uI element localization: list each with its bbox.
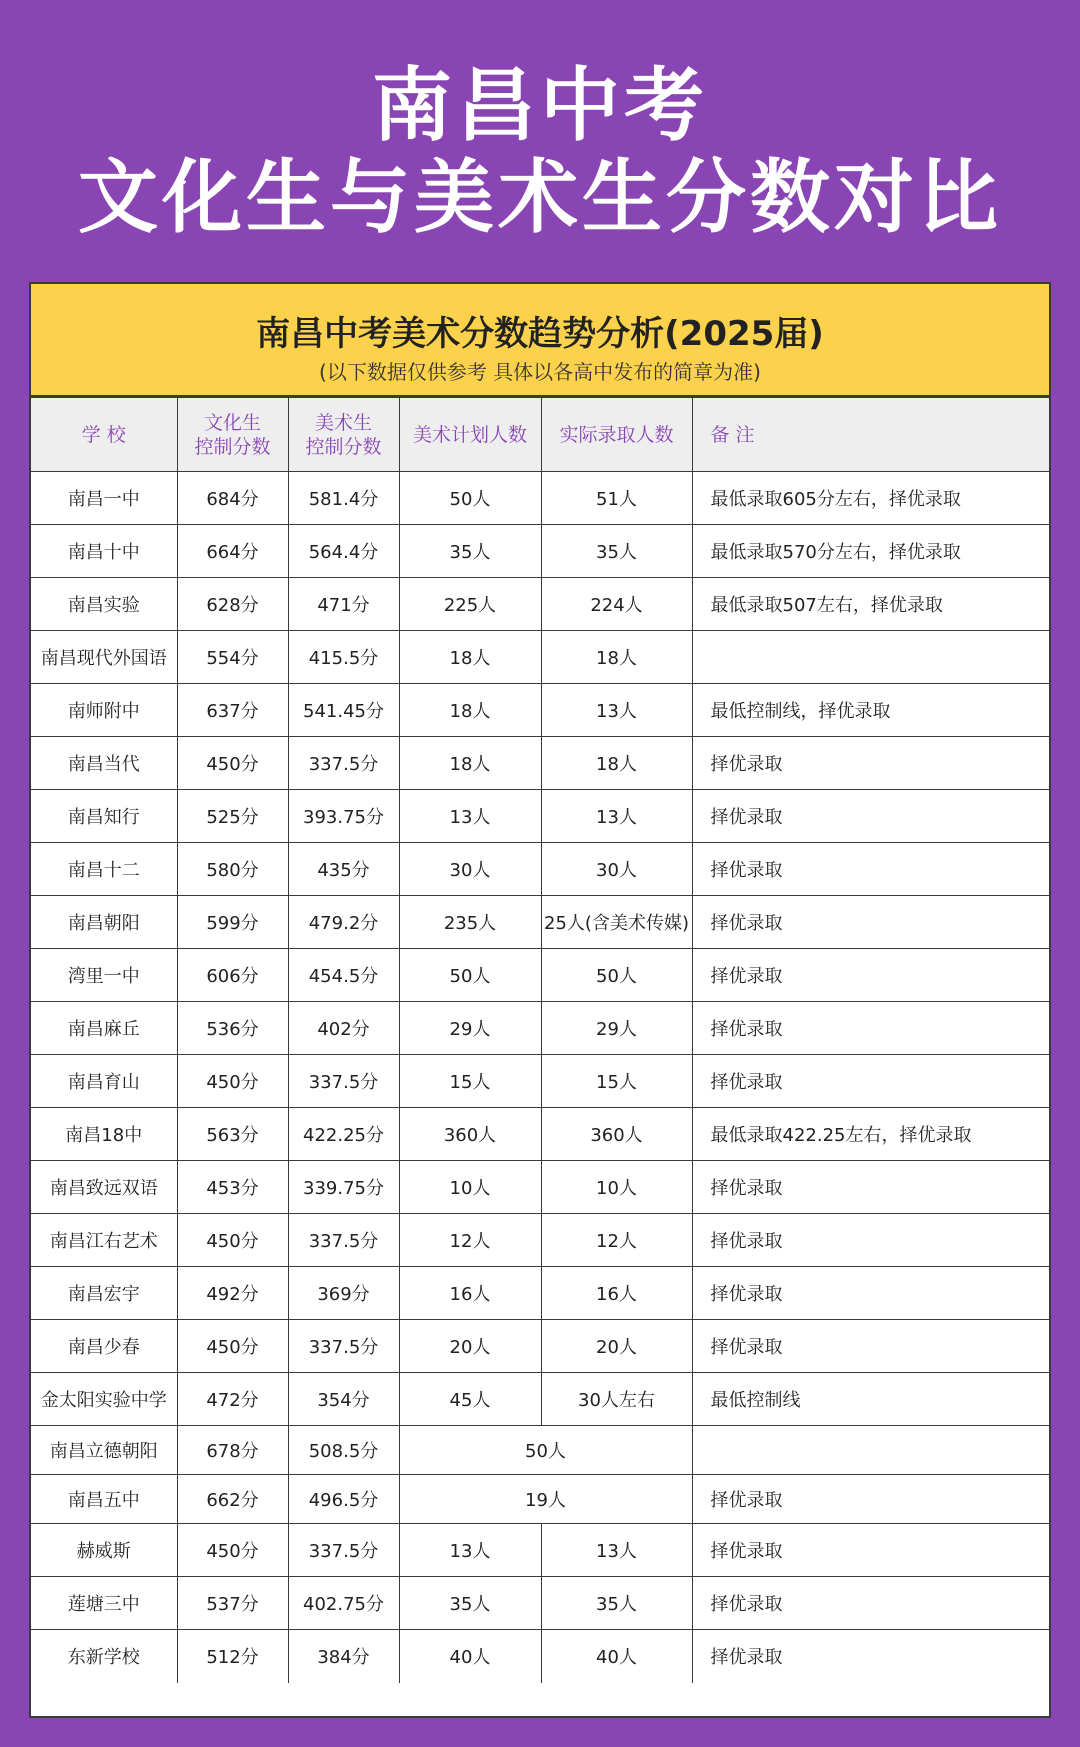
cell-actual-admitted: 30人 bbox=[541, 843, 692, 896]
cell-actual-admitted: 20人 bbox=[541, 1320, 692, 1373]
cell-culture-score: 450分 bbox=[177, 1214, 288, 1267]
cell-note: 最低录取605分左右，择优录取 bbox=[692, 472, 1049, 525]
cell-actual-admitted: 50人 bbox=[541, 949, 692, 1002]
table-row bbox=[31, 684, 1049, 737]
header-text: 备 注 bbox=[710, 423, 755, 446]
cell-note: 择优录取 bbox=[692, 1577, 1049, 1630]
cell-art-plan: 360人 bbox=[399, 1108, 541, 1161]
banner-title: 南昌中考美术分数趋势分析(2025届) bbox=[256, 314, 824, 354]
table-row bbox=[31, 1577, 1049, 1630]
cell-art-plan: 35人 bbox=[399, 1577, 541, 1630]
cell-actual-admitted: 35人 bbox=[541, 1577, 692, 1630]
cell-art-score: 415.5分 bbox=[288, 631, 399, 684]
cell-note: 最低控制线，择优录取 bbox=[692, 684, 1049, 737]
cell-art-plan: 10人 bbox=[399, 1161, 541, 1214]
table-row bbox=[31, 631, 1049, 684]
cell-merged-count: 19人 bbox=[399, 1475, 692, 1524]
header-text: 学 校 bbox=[81, 423, 126, 446]
cell-art-score: 422.25分 bbox=[288, 1108, 399, 1161]
header-text: 控制分数 bbox=[194, 435, 271, 458]
cell-actual-admitted: 224人 bbox=[541, 578, 692, 631]
cell-actual-admitted: 40人 bbox=[541, 1630, 692, 1683]
header-text: 美术计划人数 bbox=[412, 423, 527, 446]
table-row bbox=[31, 1320, 1049, 1373]
cell-note: 择优录取 bbox=[692, 896, 1049, 949]
cell-note: 择优录取 bbox=[692, 1475, 1049, 1524]
cell-school: 南昌江右艺术 bbox=[31, 1214, 177, 1267]
cell-culture-score: 599分 bbox=[177, 896, 288, 949]
table-row bbox=[31, 1630, 1049, 1683]
cell-school: 南昌五中 bbox=[31, 1475, 177, 1524]
cell-actual-admitted: 16人 bbox=[541, 1267, 692, 1320]
cell-school: 南昌十二 bbox=[31, 843, 177, 896]
cell-art-score: 337.5分 bbox=[288, 1214, 399, 1267]
cell-note: 择优录取 bbox=[692, 1524, 1049, 1577]
cell-school: 南师附中 bbox=[31, 684, 177, 737]
cell-note: 最低录取422.25左右，择优录取 bbox=[692, 1108, 1049, 1161]
cell-art-score: 393.75分 bbox=[288, 790, 399, 843]
table-header-row bbox=[31, 398, 1049, 472]
cell-note bbox=[692, 631, 1049, 684]
cell-art-score: 471分 bbox=[288, 578, 399, 631]
cell-culture-score: 684分 bbox=[177, 472, 288, 525]
table-row bbox=[31, 578, 1049, 631]
cell-art-score: 337.5分 bbox=[288, 1524, 399, 1577]
cell-art-plan: 15人 bbox=[399, 1055, 541, 1108]
cell-culture-score: 628分 bbox=[177, 578, 288, 631]
cell-note: 择优录取 bbox=[692, 1630, 1049, 1683]
cell-note: 择优录取 bbox=[692, 1214, 1049, 1267]
table-banner bbox=[31, 284, 1049, 397]
table-row bbox=[31, 1214, 1049, 1267]
cell-art-plan: 18人 bbox=[399, 684, 541, 737]
cell-art-plan: 30人 bbox=[399, 843, 541, 896]
header-note bbox=[692, 398, 1049, 472]
cell-actual-admitted: 18人 bbox=[541, 737, 692, 790]
cell-art-plan: 29人 bbox=[399, 1002, 541, 1055]
cell-culture-score: 453分 bbox=[177, 1161, 288, 1214]
score-table-card bbox=[29, 282, 1051, 1718]
cell-art-score: 454.5分 bbox=[288, 949, 399, 1002]
cell-note: 择优录取 bbox=[692, 737, 1049, 790]
cell-art-plan: 16人 bbox=[399, 1267, 541, 1320]
cell-school: 南昌实验 bbox=[31, 578, 177, 631]
cell-art-plan: 20人 bbox=[399, 1320, 541, 1373]
cell-note: 择优录取 bbox=[692, 1055, 1049, 1108]
cell-culture-score: 537分 bbox=[177, 1577, 288, 1630]
cell-art-plan: 40人 bbox=[399, 1630, 541, 1683]
cell-school: 南昌一中 bbox=[31, 472, 177, 525]
cell-school: 南昌知行 bbox=[31, 790, 177, 843]
cell-culture-score: 606分 bbox=[177, 949, 288, 1002]
cell-note: 择优录取 bbox=[692, 1002, 1049, 1055]
cell-note: 择优录取 bbox=[692, 1161, 1049, 1214]
table-row bbox=[31, 525, 1049, 578]
cell-art-score: 337.5分 bbox=[288, 737, 399, 790]
page-title-line1: 南昌中考 bbox=[372, 59, 708, 152]
cell-school: 南昌现代外国语 bbox=[31, 631, 177, 684]
header-actual-admitted bbox=[541, 398, 692, 472]
page-title-line2: 文化生与美术生分数对比 bbox=[78, 151, 1002, 244]
table-row bbox=[31, 472, 1049, 525]
cell-art-score: 541.45分 bbox=[288, 684, 399, 737]
cell-art-plan: 18人 bbox=[399, 737, 541, 790]
cell-art-plan: 225人 bbox=[399, 578, 541, 631]
cell-art-score: 384分 bbox=[288, 1630, 399, 1683]
header-culture-score bbox=[177, 398, 288, 472]
cell-note: 择优录取 bbox=[692, 1320, 1049, 1373]
cell-actual-admitted: 18人 bbox=[541, 631, 692, 684]
cell-school: 南昌宏宇 bbox=[31, 1267, 177, 1320]
cell-note: 择优录取 bbox=[692, 949, 1049, 1002]
cell-art-score: 402分 bbox=[288, 1002, 399, 1055]
table-body bbox=[31, 472, 1049, 1683]
table-row bbox=[31, 949, 1049, 1002]
cell-actual-admitted: 51人 bbox=[541, 472, 692, 525]
table-row bbox=[31, 843, 1049, 896]
cell-art-score: 435分 bbox=[288, 843, 399, 896]
cell-culture-score: 450分 bbox=[177, 1055, 288, 1108]
cell-actual-admitted: 15人 bbox=[541, 1055, 692, 1108]
cell-note: 最低录取570分左右，择优录取 bbox=[692, 525, 1049, 578]
cell-school: 湾里一中 bbox=[31, 949, 177, 1002]
cell-school: 南昌当代 bbox=[31, 737, 177, 790]
table-row bbox=[31, 1002, 1049, 1055]
table-row bbox=[31, 1055, 1049, 1108]
cell-school: 南昌少春 bbox=[31, 1320, 177, 1373]
cell-culture-score: 512分 bbox=[177, 1630, 288, 1683]
cell-note: 最低控制线 bbox=[692, 1373, 1049, 1426]
table-row bbox=[31, 1108, 1049, 1161]
header-text: 美术生 bbox=[314, 411, 372, 434]
cell-school: 赫威斯 bbox=[31, 1524, 177, 1577]
cell-art-score: 564.4分 bbox=[288, 525, 399, 578]
cell-school: 南昌麻丘 bbox=[31, 1002, 177, 1055]
cell-culture-score: 450分 bbox=[177, 737, 288, 790]
cell-actual-admitted: 35人 bbox=[541, 525, 692, 578]
cell-art-score: 508.5分 bbox=[288, 1426, 399, 1475]
cell-culture-score: 678分 bbox=[177, 1426, 288, 1475]
cell-school: 南昌18中 bbox=[31, 1108, 177, 1161]
cell-actual-admitted: 13人 bbox=[541, 684, 692, 737]
cell-actual-admitted: 30人左右 bbox=[541, 1373, 692, 1426]
cell-actual-admitted: 10人 bbox=[541, 1161, 692, 1214]
cell-art-plan: 18人 bbox=[399, 631, 541, 684]
cell-art-plan: 50人 bbox=[399, 949, 541, 1002]
cell-art-score: 337.5分 bbox=[288, 1320, 399, 1373]
table-row bbox=[31, 1161, 1049, 1214]
table-row bbox=[31, 1373, 1049, 1426]
cell-art-plan: 235人 bbox=[399, 896, 541, 949]
header-text: 控制分数 bbox=[305, 435, 382, 458]
cell-culture-score: 554分 bbox=[177, 631, 288, 684]
cell-school: 南昌育山 bbox=[31, 1055, 177, 1108]
cell-actual-admitted: 13人 bbox=[541, 1524, 692, 1577]
cell-culture-score: 580分 bbox=[177, 843, 288, 896]
cell-culture-score: 536分 bbox=[177, 1002, 288, 1055]
cell-school: 南昌立德朝阳 bbox=[31, 1426, 177, 1475]
cell-school: 南昌致远双语 bbox=[31, 1161, 177, 1214]
cell-art-score: 402.75分 bbox=[288, 1577, 399, 1630]
cell-art-score: 581.4分 bbox=[288, 472, 399, 525]
cell-school: 莲塘三中 bbox=[31, 1577, 177, 1630]
cell-merged-count: 50人 bbox=[399, 1426, 692, 1475]
cell-art-plan: 13人 bbox=[399, 790, 541, 843]
cell-art-plan: 50人 bbox=[399, 472, 541, 525]
cell-culture-score: 664分 bbox=[177, 525, 288, 578]
cell-art-score: 339.75分 bbox=[288, 1161, 399, 1214]
score-table bbox=[31, 397, 1049, 1683]
cell-art-score: 369分 bbox=[288, 1267, 399, 1320]
cell-school: 南昌朝阳 bbox=[31, 896, 177, 949]
cell-culture-score: 525分 bbox=[177, 790, 288, 843]
cell-culture-score: 492分 bbox=[177, 1267, 288, 1320]
cell-note: 择优录取 bbox=[692, 1267, 1049, 1320]
cell-art-plan: 35人 bbox=[399, 525, 541, 578]
header-art-score bbox=[288, 398, 399, 472]
cell-actual-admitted: 29人 bbox=[541, 1002, 692, 1055]
cell-art-plan: 12人 bbox=[399, 1214, 541, 1267]
cell-culture-score: 472分 bbox=[177, 1373, 288, 1426]
header-text: 文化生 bbox=[203, 411, 261, 434]
cell-actual-admitted: 12人 bbox=[541, 1214, 692, 1267]
cell-school: 南昌十中 bbox=[31, 525, 177, 578]
header-text: 实际录取人数 bbox=[559, 423, 674, 446]
cell-art-score: 337.5分 bbox=[288, 1055, 399, 1108]
cell-note bbox=[692, 1426, 1049, 1475]
banner-subtitle: (以下数据仅供参考 具体以各高中发布的简章为准) bbox=[319, 360, 761, 384]
cell-actual-admitted: 13人 bbox=[541, 790, 692, 843]
table-row bbox=[31, 790, 1049, 843]
cell-actual-admitted: 25人(含美术传媒) bbox=[541, 896, 692, 949]
cell-school: 东新学校 bbox=[31, 1630, 177, 1683]
cell-culture-score: 662分 bbox=[177, 1475, 288, 1524]
table-row bbox=[31, 1524, 1049, 1577]
cell-actual-admitted: 360人 bbox=[541, 1108, 692, 1161]
header-school bbox=[31, 398, 177, 472]
cell-note: 择优录取 bbox=[692, 843, 1049, 896]
table-row bbox=[31, 1267, 1049, 1320]
cell-art-plan: 45人 bbox=[399, 1373, 541, 1426]
cell-culture-score: 450分 bbox=[177, 1524, 288, 1577]
table-row bbox=[31, 896, 1049, 949]
table-row bbox=[31, 1475, 1049, 1524]
cell-art-score: 479.2分 bbox=[288, 896, 399, 949]
cell-culture-score: 450分 bbox=[177, 1320, 288, 1373]
cell-note: 最低录取507左右，择优录取 bbox=[692, 578, 1049, 631]
table-row bbox=[31, 1426, 1049, 1475]
cell-art-score: 354分 bbox=[288, 1373, 399, 1426]
cell-art-score: 496.5分 bbox=[288, 1475, 399, 1524]
cell-school: 金太阳实验中学 bbox=[31, 1373, 177, 1426]
cell-culture-score: 563分 bbox=[177, 1108, 288, 1161]
header-art-plan bbox=[399, 398, 541, 472]
cell-art-plan: 13人 bbox=[399, 1524, 541, 1577]
table-row bbox=[31, 737, 1049, 790]
cell-culture-score: 637分 bbox=[177, 684, 288, 737]
cell-note: 择优录取 bbox=[692, 790, 1049, 843]
